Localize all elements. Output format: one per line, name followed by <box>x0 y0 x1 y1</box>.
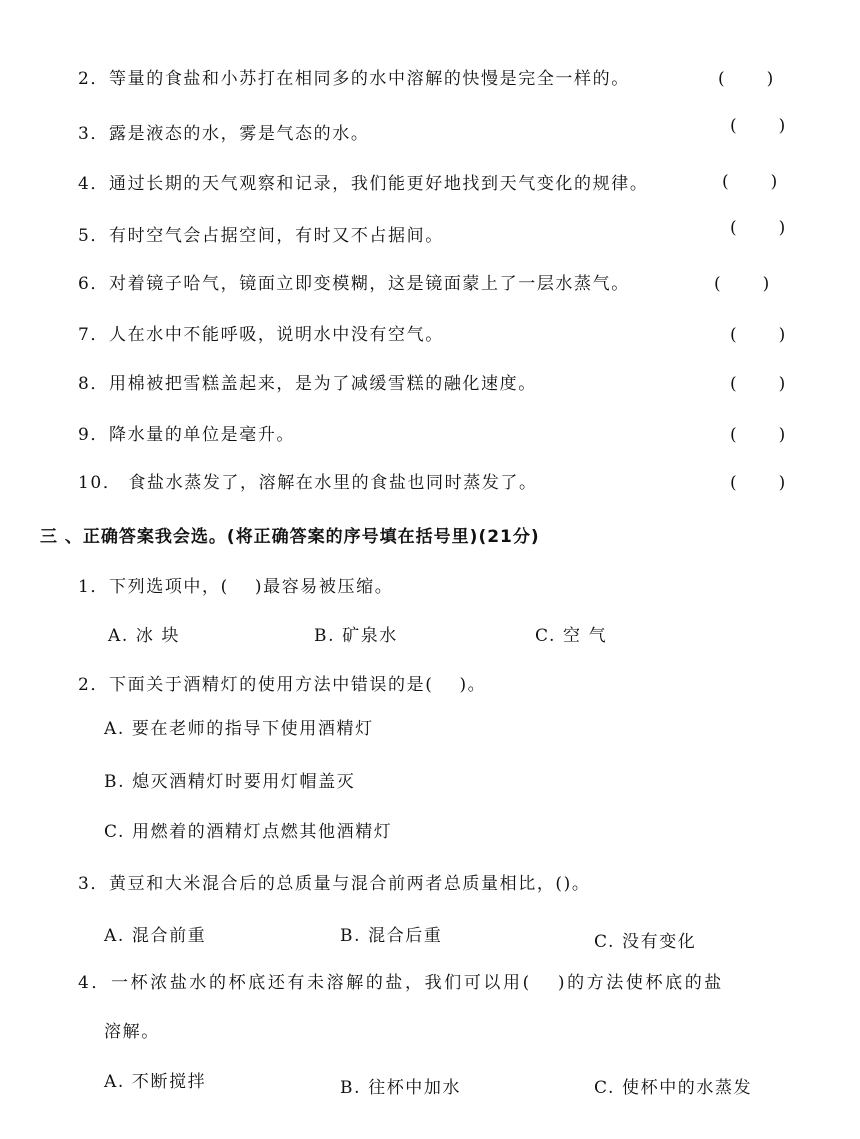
judgement-item-7: 7．人在水中不能呼吸，说明水中没有空气。 <box>78 325 444 345</box>
judgement-item-3: 3．露是液态的水，雾是气态的水。 <box>78 124 370 144</box>
judgement-item-5: 5．有时空气会占据空间，有时又不占据间。 <box>78 226 444 246</box>
judgement-item-8: 8．用棉被把雪糕盖起来，是为了减缓雪糕的融化速度。 <box>78 374 537 394</box>
answer-paren-2[interactable]: ( ) <box>718 69 774 89</box>
q4-option-a[interactable]: A. 不断搅拌 <box>104 1072 207 1092</box>
q4-option-b[interactable]: B. 往杯中加水 <box>340 1078 462 1098</box>
answer-paren-6[interactable]: ( ) <box>714 274 770 294</box>
choice-question-4: 4．一杯浓盐水的杯底还有未溶解的盐，我们可以用( )的方法使杯底的盐 <box>78 973 724 993</box>
answer-paren-5[interactable]: ( ) <box>730 218 786 238</box>
judgement-item-6: 6．对着镜子哈气，镜面立即变模糊，这是镜面蒙上了一层水蒸气。 <box>78 274 630 294</box>
judgement-item-2: 2．等量的食盐和小苏打在相同多的水中溶解的快慢是完全一样的。 <box>78 69 630 89</box>
answer-paren-4[interactable]: ( ) <box>722 172 778 192</box>
answer-paren-7[interactable]: ( ) <box>730 325 786 345</box>
q4-option-c[interactable]: C. 使杯中的水蒸发 <box>594 1078 753 1098</box>
judgement-item-9: 9．降水量的单位是毫升。 <box>78 425 296 445</box>
choice-question-1: 1．下列选项中，( )最容易被压缩。 <box>78 577 394 597</box>
q3-option-c[interactable]: C. 没有变化 <box>594 932 697 952</box>
answer-paren-3[interactable]: ( ) <box>730 116 786 136</box>
judgement-item-4: 4．通过长期的天气观察和记录，我们能更好地找到天气变化的规律。 <box>78 174 649 194</box>
q2-option-b[interactable]: B. 熄灭酒精灯时要用灯帽盖灭 <box>104 772 356 792</box>
q1-option-c[interactable]: C. 空 气 <box>535 626 608 646</box>
judgement-item-10: 10． 食盐水蒸发了，溶解在水里的食盐也同时蒸发了。 <box>78 473 538 493</box>
q2-option-a[interactable]: A. 要在老师的指导下使用酒精灯 <box>104 719 374 739</box>
choice-question-3: 3．黄豆和大米混合后的总质量与混合前两者总质量相比，()。 <box>78 874 591 894</box>
answer-paren-9[interactable]: ( ) <box>730 425 786 445</box>
answer-paren-8[interactable]: ( ) <box>730 374 786 394</box>
section-3-title: 三 、正确答案我会选。(将正确答案的序号填在括号里)(21分) <box>40 527 540 547</box>
choice-question-4-line2: 溶解。 <box>104 1022 160 1042</box>
q3-option-a[interactable]: A. 混合前重 <box>104 926 207 946</box>
q1-option-a[interactable]: A. 冰 块 <box>108 626 181 646</box>
choice-question-2: 2．下面关于酒精灯的使用方法中错误的是( )。 <box>78 675 487 695</box>
q2-option-c[interactable]: C. 用燃着的酒精灯点燃其他酒精灯 <box>104 822 393 842</box>
q3-option-b[interactable]: B. 混合后重 <box>340 926 443 946</box>
answer-paren-10[interactable]: ( ) <box>730 473 786 493</box>
q1-option-b[interactable]: B. 矿泉水 <box>314 626 398 646</box>
